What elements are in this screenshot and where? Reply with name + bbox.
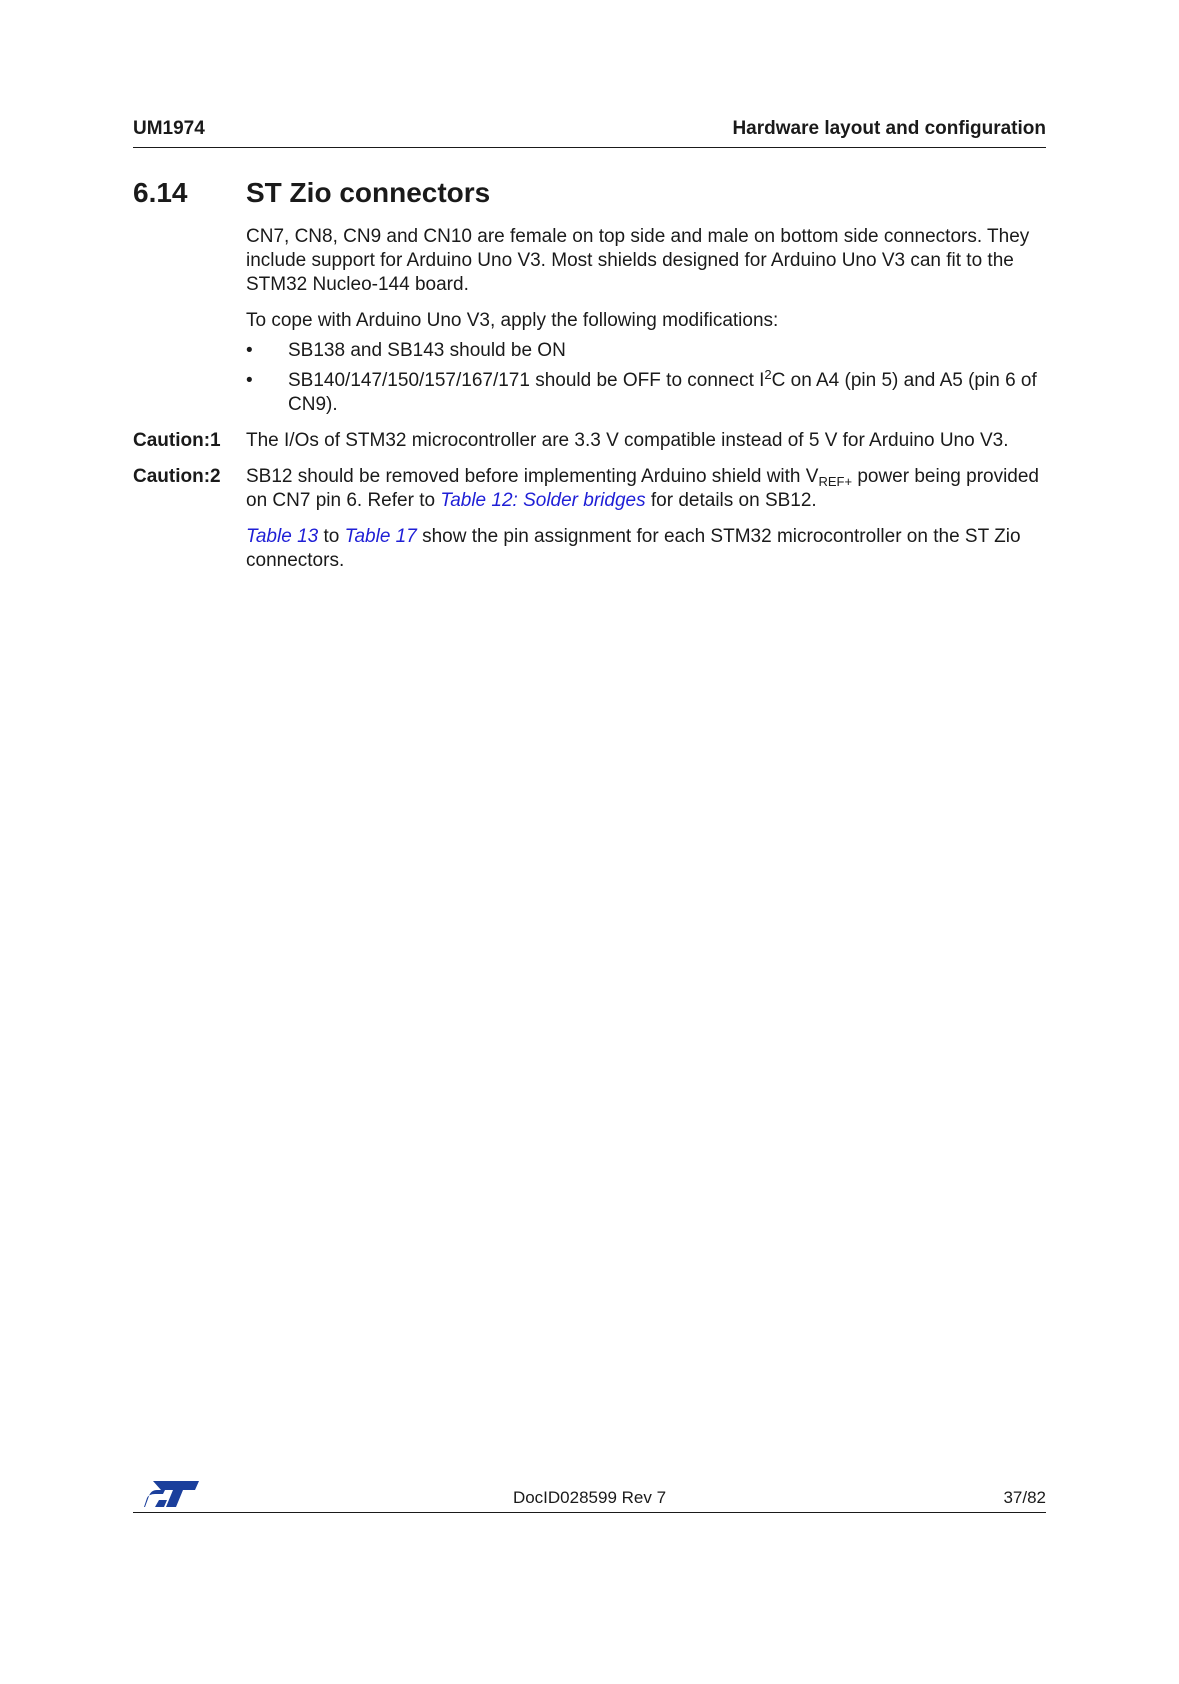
caution-text-part: for details on SB12. — [645, 490, 817, 511]
closing-paragraph — [246, 525, 1046, 573]
header-doc-code: UM1974 — [133, 118, 205, 139]
list-item-text — [288, 369, 1058, 417]
caution-text: The I/Os of STM32 microcontroller are 3.3 V compatible instead of 5 V for Arduino Uno V3. — [246, 430, 1009, 451]
page-header — [133, 115, 1046, 148]
subscript: REF+ — [818, 474, 853, 489]
table-13-link[interactable]: Table 13 — [246, 526, 319, 547]
header-chapter-title: Hardware layout and configuration — [732, 118, 1046, 139]
bullet-glyph: • — [246, 370, 253, 391]
caution-text — [246, 465, 1056, 513]
table-17-link[interactable]: Table 17 — [344, 526, 417, 547]
table-12-link[interactable]: Table 12: Solder bridges — [440, 490, 646, 511]
caution-text-part: power being provided on CN7 pin 6. Refer to — [246, 466, 1040, 511]
list-item-text-part: SB140/147/150/157/167/171 should be OFF to connect I — [288, 370, 765, 391]
footer-doc-id: DocID028599 Rev 7 — [512, 1488, 667, 1507]
section-title: ST Zio connectors — [246, 177, 491, 208]
list-item-text-part: C on A4 (pin 5) and A5 (pin 6 of CN9). — [288, 370, 1037, 415]
closing-text-part: show the pin assignment for each STM32 microcontroller on the ST Zio connectors. — [246, 526, 1021, 571]
intro-paragraph: CN7, CN8, CN9 and CN10 are female on top side and male on bottom side connectors. They include support for Arduino Uno V3. Most shields designed for Arduino Uno V3 can fit to the STM32 Nucleo-144 board. — [246, 226, 1030, 295]
list-item-text: SB138 and SB143 should be ON — [288, 340, 566, 361]
cope-paragraph: To cope with Arduino Uno V3, apply the following modifications: — [246, 310, 779, 331]
footer-page-number: 37/82 — [1003, 1488, 1046, 1507]
caution-label: Caution:2 — [133, 466, 221, 487]
bullet-glyph: • — [246, 340, 253, 361]
closing-text-part: to — [318, 526, 345, 547]
caution-text-part: SB12 should be removed before implementing Arduino shield with V — [246, 466, 819, 487]
page-footer — [133, 1480, 1046, 1513]
section-number: 6.14 — [133, 177, 188, 208]
superscript: 2 — [764, 367, 772, 382]
caution-label: Caution:1 — [133, 430, 221, 451]
